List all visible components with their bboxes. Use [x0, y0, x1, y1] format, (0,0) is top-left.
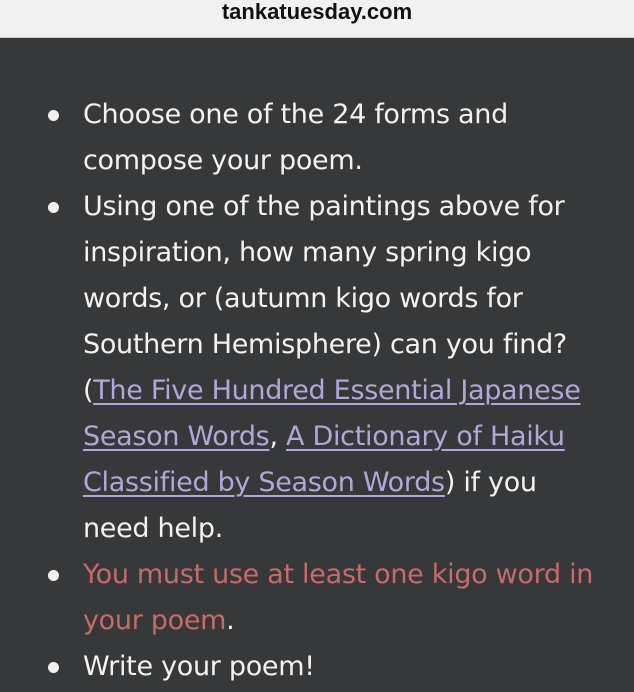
- item-text: Write your poem!: [83, 651, 315, 682]
- bullet-icon: [48, 570, 59, 581]
- bullet-icon: [48, 110, 59, 121]
- bullet-icon: [48, 662, 59, 673]
- item-text: Using one of the paintings above for inspiration, how many spring kigo words, or (autumn kigo words for Southern Hemisphere) can you find? (: [83, 191, 567, 406]
- address-bar[interactable]: [0, 0, 634, 38]
- list-item: [0, 644, 634, 690]
- item-text-end: .: [226, 605, 235, 636]
- link-separator: ,: [269, 421, 287, 452]
- page-content: [0, 38, 634, 692]
- bullet-icon: [48, 202, 59, 213]
- haiku-dictionary-link[interactable]: A Dictionary of Haiku Classified by Season Words: [83, 421, 565, 498]
- url-domain[interactable]: tankatuesday.com: [221, 0, 413, 24]
- kigo-requirement-text: You must use at least one kigo word in your poem: [83, 559, 594, 636]
- list-item: [0, 184, 634, 552]
- instructions-list: [0, 92, 634, 690]
- item-text-end: ) if you need help.: [83, 467, 537, 544]
- item-text: Choose one of the 24 forms and compose your poem.: [83, 99, 508, 176]
- list-item: [0, 92, 634, 184]
- list-item: [0, 552, 634, 644]
- five-hundred-season-words-link[interactable]: The Five Hundred Essential Japanese Season Words: [83, 375, 581, 452]
